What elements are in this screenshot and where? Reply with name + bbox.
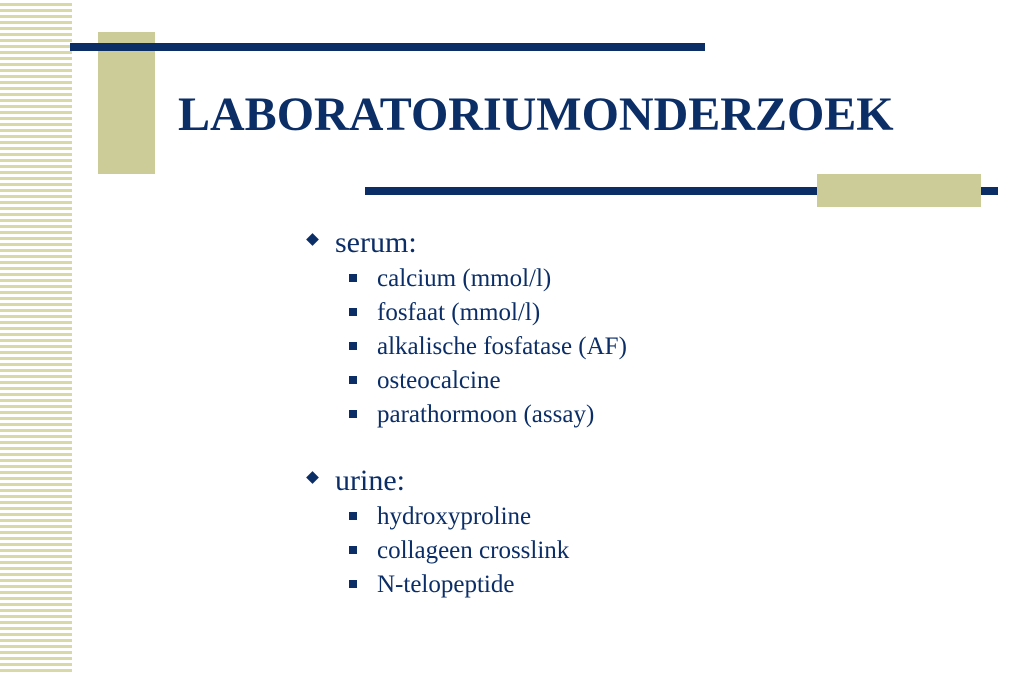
list-item-label: osteocalcine: [377, 367, 501, 394]
list-item: [349, 296, 1005, 330]
list-item-label: fosfaat (mmol/l): [377, 299, 541, 326]
square-bullet-icon: [349, 376, 357, 384]
rule-accent-block: [817, 174, 981, 207]
diamond-bullet-icon: [306, 233, 319, 246]
list-item-label: N-telopeptide: [377, 571, 515, 598]
sub-bullet-list: [305, 262, 1005, 432]
title-top-rule: [70, 43, 705, 51]
list-item: [349, 534, 1005, 568]
list-item: [349, 398, 1005, 432]
group-label: serum:: [335, 226, 417, 259]
list-item: [349, 500, 1005, 534]
square-bullet-icon: [349, 546, 357, 554]
square-bullet-icon: [349, 342, 357, 350]
list-item: [349, 364, 1005, 398]
diamond-bullet-icon: [306, 471, 319, 484]
slide-body: [305, 224, 1005, 602]
square-bullet-icon: [349, 512, 357, 520]
bullet-group-serum: [305, 224, 1005, 432]
list-item-label: hydroxyproline: [377, 503, 532, 530]
group-heading: [305, 462, 1005, 500]
sub-bullet-list: [305, 500, 1005, 602]
list-item-label: parathormoon (assay): [377, 401, 595, 428]
list-item-label: collageen crosslink: [377, 537, 570, 564]
title-accent-block: [98, 32, 155, 174]
left-stripe-decoration: [0, 0, 72, 673]
bullet-group-urine: [305, 462, 1005, 602]
group-label: urine:: [335, 464, 405, 497]
list-item: [349, 568, 1005, 602]
slide-title: LABORATORIUMONDERZOEK: [178, 88, 894, 141]
square-bullet-icon: [349, 410, 357, 418]
square-bullet-icon: [349, 308, 357, 316]
square-bullet-icon: [349, 580, 357, 588]
square-bullet-icon: [349, 274, 357, 282]
group-heading: [305, 224, 1005, 262]
list-item: [349, 262, 1005, 296]
list-item-label: alkalische fosfatase (AF): [377, 333, 627, 360]
list-item-label: calcium (mmol/l): [377, 265, 552, 292]
list-item: [349, 330, 1005, 364]
